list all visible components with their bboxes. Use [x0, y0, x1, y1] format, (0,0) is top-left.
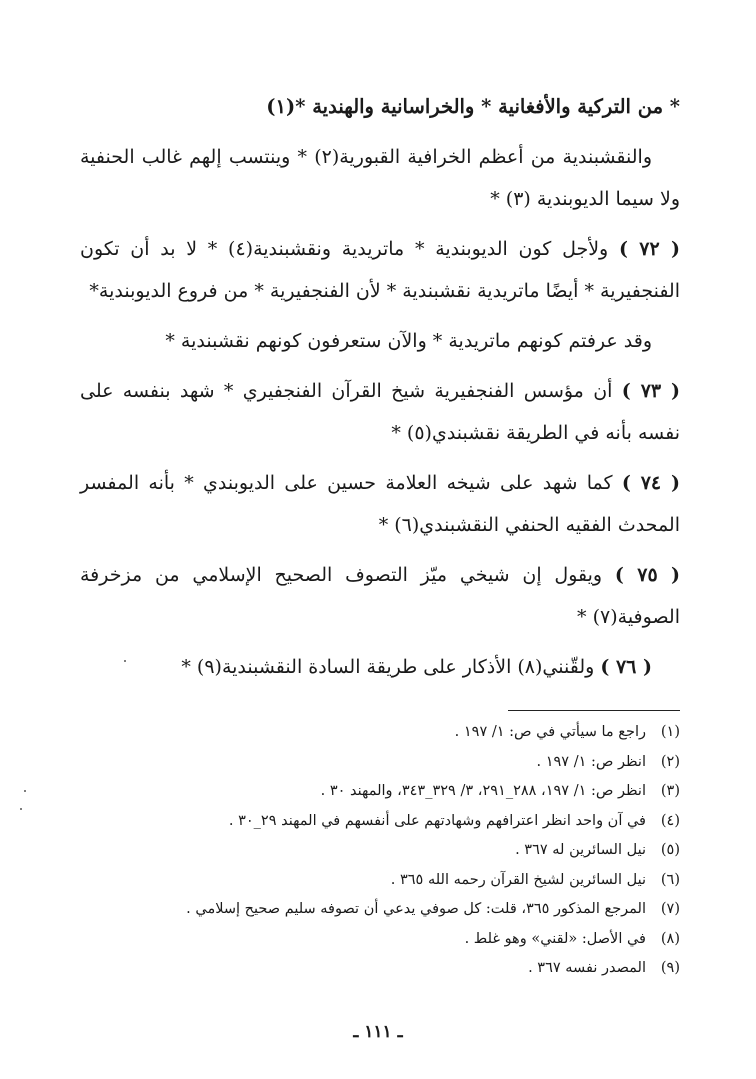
footnote-item: [80, 777, 680, 807]
paragraph-text: ولأجل كون الديوبندية * ماتريدية ونقشبندية(٤) * لا بد أن تكون الفنجفيرية * أيضًا ماتريدية نقشبندية * لأن الفنجفيرية * من فروع الديوبندية*: [80, 238, 680, 302]
paragraph-74: [80, 462, 680, 546]
footnote-item: [80, 925, 680, 955]
footnote-text: المرجع المذكور ٣٦٥، قلت: كل صوفي يدعي أن تصوفه سليم صحيح إسلامي .: [186, 901, 646, 917]
footnote-number: (٤): [660, 812, 680, 829]
paragraph-number: ( ٧٥ ): [614, 564, 681, 586]
paragraph-text: أن مؤسس الفنجفيرية شيخ القرآن الفنجفيري * شهد بنفسه على نفسه بأنه في الطريقة نقشبندي(٥) *: [80, 380, 680, 444]
paragraph-72: [80, 228, 680, 312]
footnote-number: (٧): [660, 901, 680, 917]
footnote-item: [80, 895, 680, 925]
footnote-text: نيل السائرين له ٣٦٧ .: [515, 842, 646, 858]
footnote-item: [80, 954, 680, 984]
footnote-text: المصدر نفسه ٣٦٧ .: [528, 960, 646, 976]
section-heading: [80, 86, 680, 128]
footnote-number: (٩): [660, 960, 680, 976]
footnote-text: راجع ما سيأتي في ص: ١/ ١٩٧ .: [454, 724, 646, 740]
page-number: ـ ١١١ ـ: [353, 1022, 403, 1042]
paragraph-73: [80, 370, 680, 454]
paragraph-text: وقد عرفتم كونهم ماتريدية * والآن ستعرفون كونهم نقشبندية *: [165, 330, 652, 352]
paragraph-75: [80, 554, 680, 638]
footnote-text: في الأصل: «لقني» وهو غلط .: [464, 930, 646, 947]
footnote-separator: [508, 710, 680, 711]
footnote-item: [80, 718, 680, 748]
main-text: [80, 86, 680, 688]
footnote-item: [80, 807, 680, 837]
paragraph-number: ( ٧٢ ): [618, 238, 680, 260]
scan-speck: [20, 808, 22, 810]
footnote-text: في آن واحد انظر اعترافهم وشهادتهم على أنفسهم في المهند ٢٩_٣٠ .: [228, 812, 646, 829]
paragraph-text: ويقول إن شيخي ميّز التصوف الصحيح الإسلامي من مزخرفة الصوفية(٧) *: [80, 564, 680, 628]
footnote-number: (٣): [660, 783, 680, 799]
paragraph-text: ولقّنني(٨) الأذكار على طريقة السادة النقشبندية(٩) *: [181, 656, 595, 678]
footnote-item: [80, 748, 680, 778]
footnote-number: (٢): [660, 753, 680, 770]
footnote-number: (٨): [660, 930, 680, 947]
scan-speck: [124, 660, 126, 662]
footnote-number: (٥): [660, 842, 680, 858]
paragraph-intro: [80, 136, 680, 220]
footnote-text: انظر ص: ١/ ١٩٧، ٢٨٨_٢٩١، ٣/ ٣٢٩_٣٤٣، والمهند ٣٠ .: [320, 783, 646, 799]
paragraph-text: كما شهد على شيخه العلامة حسين على الديوبندي * بأنه المفسر المحدث الفقيه الحنفي النقشبندي(٦) *: [80, 472, 680, 536]
footnote-number: (٦): [660, 871, 680, 888]
footnote-number: (١): [660, 724, 680, 740]
paragraph-number: ( ٧٤ ): [621, 472, 680, 494]
paragraph-text: والنقشبندية من أعظم الخرافية القبورية(٢) * وينتسب إلهم غالب الحنفية ولا سيما الديوبندية (٣) *: [80, 146, 680, 210]
paragraph-transition: [80, 320, 680, 362]
paragraph-76: [80, 646, 680, 688]
paragraph-number: ( ٧٦ ): [600, 656, 652, 678]
footnotes-list: [80, 718, 680, 984]
heading-text: * من التركية والأفغانية * والخراسانية والهندية *(١): [266, 95, 680, 118]
scan-speck: [24, 790, 26, 792]
paragraph-number: ( ٧٣ ): [621, 380, 681, 402]
footnote-item: [80, 836, 680, 866]
footnote-text: نيل السائرين لشيخ القرآن رحمه الله ٣٦٥ .: [390, 871, 646, 888]
footnote-item: [80, 866, 680, 896]
footnote-text: انظر ص: ١/ ١٩٧ .: [536, 753, 646, 770]
